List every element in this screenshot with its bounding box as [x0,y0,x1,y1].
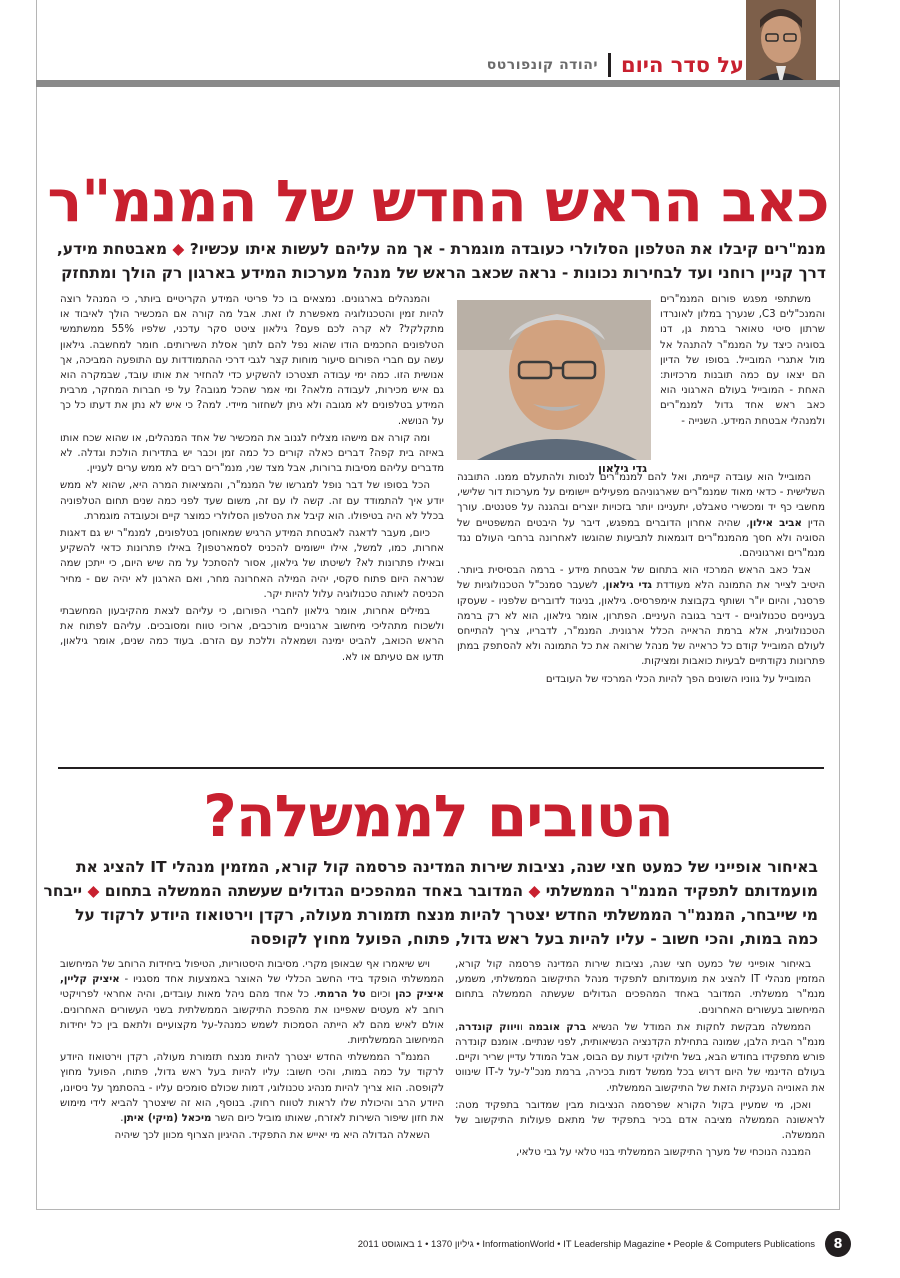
photo-gadi-gilaon [457,300,651,460]
article2-headline: הטובים לממשלה? [203,782,673,850]
header-rule [36,80,840,87]
article2-subhead: באיחור אופייני של כמעט חצי שנה, נציבות שירות המדינה פרסמה קול קורא, המזמין מנהלי IT להציג את מועמדותם לתפקיד המנמ"ר הממשלתי ◆ המדובר באחד המהפכים הגדולים שעשתה הממשלה בתחום ◆ ייבחר מי שייבחר, המנמ"ר הממשלתי החדש יצטרך להיות מנצח תזמורת מעולה, רקדן וירטואוז היודע לרקוד על כמה במות, והכי חשוב - עליו להיות בעל ראש גדול, פתוח, הפועל מחוץ לקופסה [43,858,818,948]
paragraph: ומה קורה אם מישהו מצליח לגנוב את המכשיר של אחד המנהלים, או שהוא שכח אותו באיזה בית קפה? דברים כאלה קורים כל כמה זמן וכבר יש בתדירות הולכת וגדלה. לא מדברים עליהם מסיבות ברורות, אבל מצד שני, מנמ"רים רבים לא ממש ערים לעניין. [60,432,444,475]
paragraph: כיום, מעבר לדאגה לאבטחת המידע הרגיש שמאוחסן בטלפונים, למנמ"ר יש גם דאגות אחרות, כמו, למשל, אילו יישומים להכניס לסמארטפון? באילו פתרונות כדאי להשקיע ובאילו פתרונות לא? לשיטתו של גילאון, אסור להסתכל על מה שיש היום, כי ייתכן שמה שנראה היום פתוח סקסי, יהיה המילה האחרונה מחר, ואם הארגון לא יהיה שם - מחיר הכניסה לאותה טכנולוגיה עלול להיות יקר. [60,528,444,600]
article1-subhead: מנמ"רים קיבלו את הטלפון הסלולרי כעובדה מוגמרת - אך מה עליהם לעשות איתו עכשיו? ◆ מאבטחת מידע, דרך קניין רוחני ועד לבחירות נכונות - נראה שכאב הראש של מנהל מערכות המידע בארגון רק הולך ומתחזק [56,240,826,282]
paragraph: באיחור אופייני של כמעט חצי שנה, נציבות שירות המדינה פרסמה קול קורא, המזמין מנהלי IT להציג את מועמדותם לתפקיד מנהל התיקשוב הממשלתי, משמע, מנמ"ר ממשלתי. המדובר באחד המהפכים הגדולים שעשתה הממשלה בתחום המיחשוב בעשורים האחרונים. [455,959,825,1016]
article1-column-middle [457,470,825,689]
section-divider [58,767,824,769]
name-highlight: גדי גילאון [605,580,652,592]
column-title: על סדר היום [608,53,744,77]
diamond-icon: ◆ [523,882,546,900]
photo-caption: גדי גילאון [457,460,651,478]
paragraph: אבל כאב הראש המרכזי הוא בתחום של אבטחת מידע - ברמה הבסיסית ביותר. היטיב לצייר את התמונה הלא מעודדת גדי גילאון, לשעבר סמנכ"ל הטכנולוגיות של פרסנר, והיום יו"ר ושותף בקבוצת אימפרסיס. גילאון, בניגוד לדוברים שלפניו - שעסקו בעניינים טכנולוגיים - דיבר בגובה העיניים. הפתרון, אומר גילאון, הוא לא רק ברמה הטכנולוגית, אלא ברמת הראייה הכלל ארגונית. המנמ"ר, לדבריו, צריך להתייחס לעולם המובייל קודם כל כראייה של מנהל שרואה את כל התמונה ולא להסתפק במתן פתרונות נקודתיים לבעיות כואבות ומציקות. [457,565,825,668]
paragraph: המבנה הנוכחי של מערך התיקשוב הממשלתי בנוי טלאי על גבי טלאי, [516,1147,811,1159]
name-highlight: טל הרמתי [317,989,366,1001]
article2-column-left [60,957,444,1145]
page-footer [36,1230,851,1258]
paragraph: הכל בסופו של דבר נופל למגרשו של המנמ"ר, והמציאות המרה היא, שהוא לא ממש יודע איך להתמודד עם זה. קשה לו עם זה, משום שעד לפני כמה שנים תחום הטלפוניה בכלל לא היה בטיפולו. הוא קיבל את הטלפון הסלולרי כמוצר קיים וכעובדה מוגמרת. [60,480,444,522]
name-highlight: ויווק קונדרה [458,1021,521,1033]
paragraph: משתתפי מפגש פורום המנמ"רים והמנכ"לים C3, שנערך במלון לאונרדו שרתון סיטי טאואר ברמת גן, דנו בסוגיה כיצד על המנמ"ר להתנהל אל מול אתגרי המובייל. בסופו של הדיון הם יצאו עם כמה תובנות מרכזיות: האחת - המובייל בעולם הארגוני הוא כאב ראש אחד גדול למנמ"רים ולמנהלי אבטחת המידע. השנייה - [660,294,825,427]
author-name: יהודה קונפורטס [486,57,598,73]
article1-column-left [60,292,444,667]
author-portrait [746,0,816,86]
paragraph: במילים אחרות, אומר גילאון לחברי הפורום, כי עליהם לצאת מהקיבעון המחשבתי ולשכוח מתהליכי מיחשוב ארגוניים מורכבים, ארוכי טווח ומסובכים. עליהם לפתוח את הראש הכואב, להביט ימינה ושמאלה וללכת עם הזרם. בעוד כמה שנים, אומר גילאון, תדעו אם טעיתם או לא. [60,606,444,663]
issue-info: גיליון 1370 • 1 באוגוסט 2011 • InformationWorld • IT Leadership Magazine • People & Computers Publications [357,1238,815,1250]
paragraph: המנמ"ר הממשלתי החדש יצטרך להיות מנצח תזמורת מעולה, רקדן וירטואוז היודע לרקוד על כמה במות, והכי חשוב: עליו להיות בעל ראש גדול, פתוח, הפועל מחוץ לקופסה. הוא צריך להיות מנהיג טכנולוגי, דמות שכולם סומכים עליו - בהסתמך על ניסיונו, היודע הרב והיכולת שלו לראות לטווח רחוק. בנוסף, הוא זה שיצטרך להביא לידי מימוש את חזון שיפור השירות לאזרח, שאותו מוביל כיום השר מיכאל (מיקי) איתן. [60,1052,444,1125]
paragraph: השאלה הגדולה היא מי יאייש את התפקיד. ההיגיון הצרוף מכוון לכך שיהיה [114,1130,430,1142]
article2-column-right [455,957,825,1163]
page-number: 8 [825,1231,851,1257]
name-highlight: אביב אילון [749,517,802,529]
paragraph: הממשלה מבקשת לחקות את המודל של הנשיא ברק אובמה וויווק קונדרה, מנמ"ר הבית הלבן, שמונה בתחילת הקדנציה הנשיאותית, לפני שנתיים. אומנם קונדרה פורש מתפקידו בחודש הבא, בשל חילוקי דעות עם הבוס, אבל המודל עדיין שריר וקיים. בעולם הדינמי של היום דרוש בכל ממשל דמות בכירה, ברמת מנכ"ל-על ל-IT שינווט את האונייה הענקית הזאת של התיקשוב הממשלתי. [455,1021,825,1094]
name-highlight: ברק אובמה [528,1021,587,1033]
column-header [36,52,744,78]
name-highlight: איציק קליין, איציק כהן [60,974,444,1001]
paragraph: והמנהלים בארגונים. נמצאים בו כל פריטי המידע הקריטיים ביותר, כי המנהל רוצה להיות זמין והטכנולוגיה מאפשרת לו זאת. אבל מה קורה אם המכשיר הולך לאיבוד או מתקלקל? לא קרה לכם פעם? גילאון ציטט סקר עדכני, שלפיו 55% ממשתמשי הטלפונים החכמים הודו שהוא נפל להם לתוך אסלת השירותים. חומר למחשבה. גילאון עשה עם חברי הפורום סיעור מוחות קצר לגבי דרכי ההתמודדות עם התופעה המביכה, אך אנושית הזו. כמה ימי עבודה תצטרכו להשקיע כדי להחזיר את אותו עובד, שבמקרה הוא גם איש מכירות, לעבודה מלאה? ומי אמר שהכל מגובה? על פי חברות המחקר, מרבית המידע בטלפונים לא מגובה ולא ניתן לשחזור מיידי. למה? כי איש לא נתן את דעתו כל כך על הנושא. [60,294,444,427]
article1-column-right [660,292,825,431]
diamond-icon: ◆ [82,882,105,900]
name-highlight: מיכאל (מיקי) איתן [123,1113,212,1125]
diamond-icon: ◆ [167,240,190,258]
article1-headline: כאב הראש החדש של המנמ"ר [47,167,829,235]
paragraph: ואכן, מי שמעיין בקול הקורא שפרסמה הנציבות מבין שמדובר בתפקיד מטה: לראשונה הממשלה מציבה אדם בכיר בתפקיד של מתאם פעולות התיקשוב של הממשלה. [455,1099,825,1142]
paragraph: המובייל על גווניו השונים הפך להיות הכלי המרכזי של העובדים [545,673,811,685]
paragraph: ויש שיאמרו אף שבאופן מקרי. מסיבות היסטוריות, הטיפול ביחידות הרוחב של המיחשוב הממשלתי הופקד בידי החשב הכללי של האוצר באמצעות אחד מסגניו - איציק קליין, איציק כהן וכיום טל הרמתי. כל אחד מהם ניהל מאות עובדים, והיה אחראי לפרויקטי רוחב לא מעטים שאפיינו את מהפכת התיקשוב הממשלתית בשני העשורים האחרונים. אולם לאיש מהם לא הייתה הסמכות לשמש כמנהל-על מקצועיים ולתאם בין כל יחידות המיחשוב הממשלתיות. [60,959,445,1047]
paragraph: המובייל הוא עובדה קיימת, ואל להם למנמ"רים לנסות ולהתעלם ממנו. התובנה השלישית - כדאי מאוד שמנמ"רים שארגוניהם מפעילים יישומים על מערכות דור שלישי, מחשבי כף יד ומכשירי טאבלט, יתעניינו יותר בזכויות יוצרים ובהגנה על פטנטים. עורך הדין אביב אילון, שהיה אחרון הדוברים במפגש, דיבר על היבטים המשפטיים של הסוגיה ולא חסך מהמנמ"רים דוגמאות לתביעות שהוגשו לאחרונה ברחבי העולם נגד מנמ"רים וארגוניהם. [457,472,825,560]
